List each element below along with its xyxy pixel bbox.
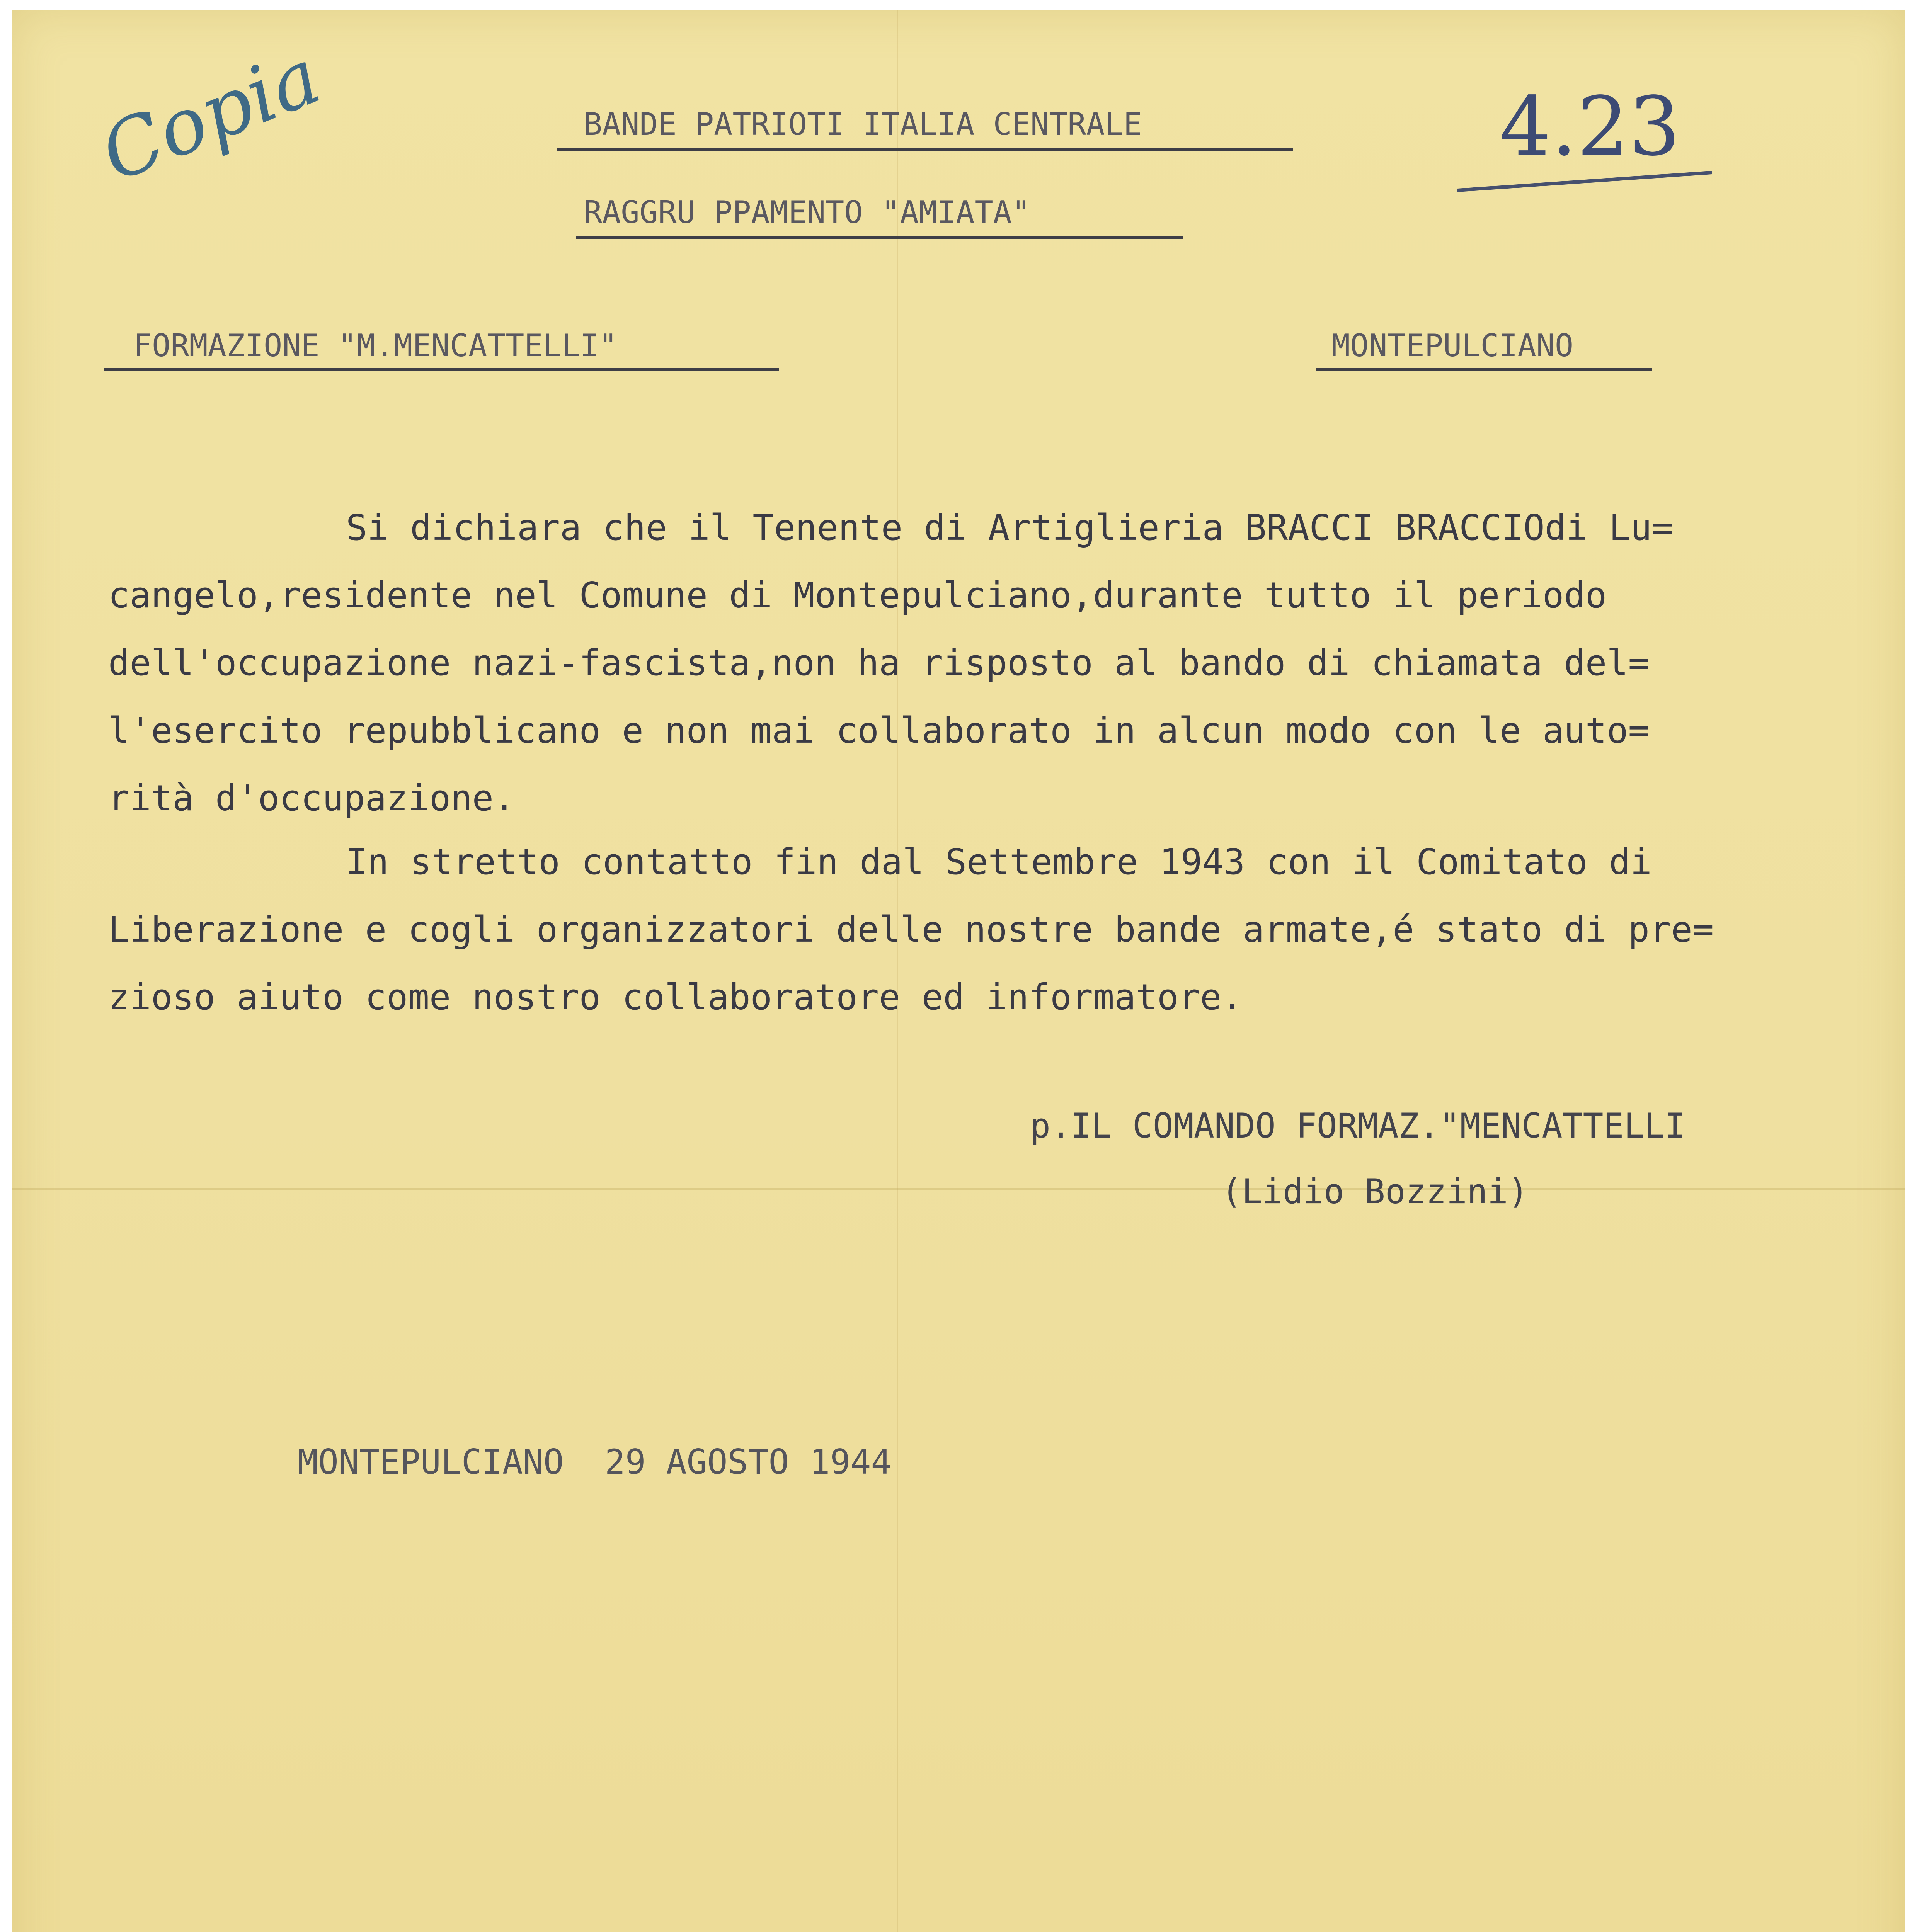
signature-name: (Lidio Bozzini) [1221, 1172, 1529, 1211]
document-sheet [12, 10, 1905, 1932]
heading-montepulciano-underline [1316, 368, 1652, 371]
handwritten-copia: Copia [89, 31, 332, 200]
body-p1-line3: dell'occupazione nazi-fascista,non ha risposto al bando di chiamata del= [108, 642, 1650, 684]
fold-line [12, 1188, 1905, 1190]
heading-line1-underline [557, 148, 1293, 151]
body-p1-line2: cangelo,residente nel Comune di Montepulciano,durante tutto il periodo [108, 575, 1607, 616]
body-p2-line2: Liberazione e cogli organizzatori delle nostre bande armate,é stato di pre= [108, 909, 1714, 950]
heading-formazione: FORMAZIONE "M.MENCATTELLI" [133, 328, 618, 364]
heading-bande-patrioti: BANDE PATRIOTI ITALIA CENTRALE [584, 106, 1142, 142]
crease-line [897, 10, 898, 1932]
body-p2-line3: zioso aiuto come nostro collaboratore ed informatore. [108, 976, 1243, 1018]
handwritten-number: 4.23 [1500, 79, 1680, 174]
heading-line2-underline [576, 236, 1183, 239]
heading-montepulciano: MONTEPULCIANO [1331, 328, 1574, 364]
body-p2-line1: In stretto contatto fin dal Settembre 1943 con il Comitato di [346, 841, 1652, 883]
body-p1-line1: Si dichiara che il Tenente di Artiglieria BRACCI BRACCIOdi Lu= [346, 507, 1674, 548]
body-p1-line4: l'esercito repubblicano e non mai collaborato in alcun modo con le auto= [108, 710, 1650, 751]
dateline: MONTEPULCIANO 29 AGOSTO 1944 [298, 1442, 892, 1482]
heading-formazione-underline [104, 368, 779, 371]
body-p1-line5: rità d'occupazione. [108, 777, 515, 819]
heading-raggruppamento: RAGGRU PPAMENTO "AMIATA" [584, 194, 1030, 230]
signature-comando: p.IL COMANDO FORMAZ."MENCATTELLI [1030, 1106, 1685, 1146]
